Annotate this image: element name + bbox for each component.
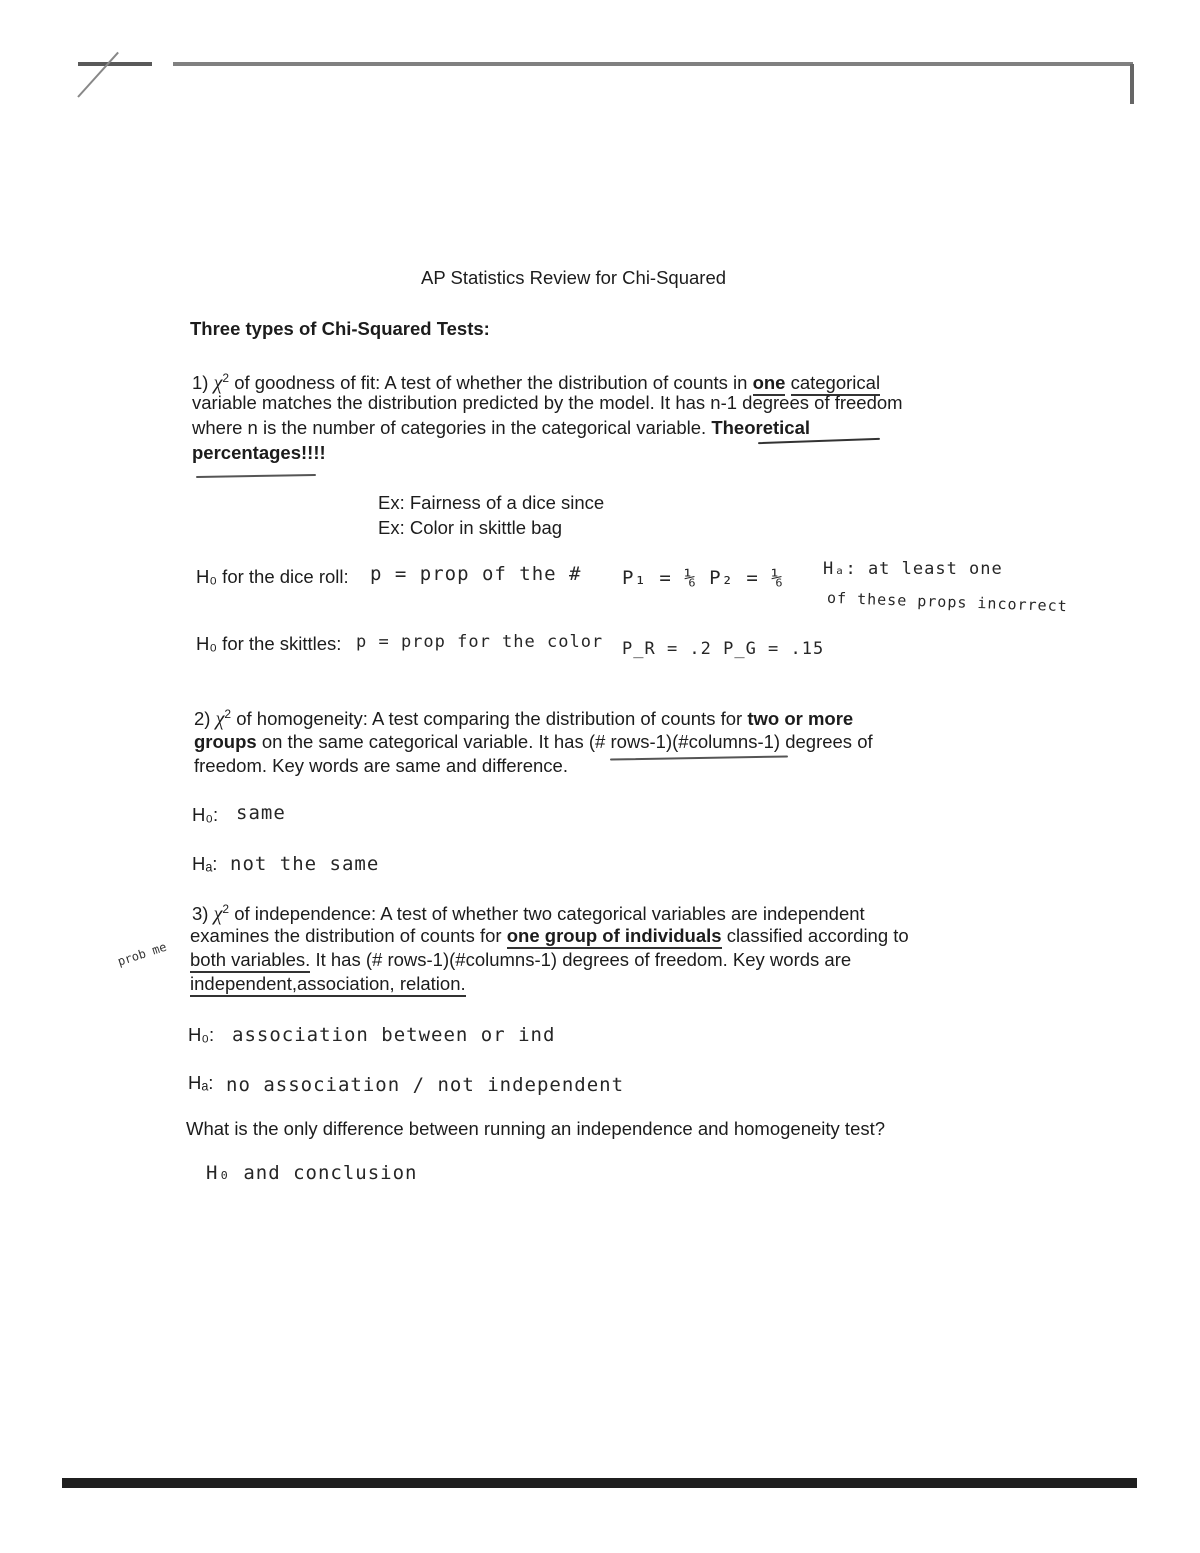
h0-independence-handwriting: association between or ind [232, 1024, 556, 1046]
section1-line3-text: where n is the number of categories in the categorical variable. [192, 417, 707, 438]
chi-exponent: 2 [224, 707, 232, 721]
ha-dice-handwriting-1: Hₐ: at least one [823, 559, 1003, 579]
section-heading: Three types of Chi-Squared Tests: [190, 318, 490, 339]
section3-bold-one-group: one group of individuals [507, 925, 722, 949]
example-dice: Ex: Fairness of a dice since [378, 492, 605, 513]
h0-homogeneity-handwriting: same [236, 802, 286, 824]
p-dice-handwriting: P₁ = ⅙ P₂ = ⅙ [622, 567, 784, 589]
scan-edge-top [78, 62, 1133, 66]
chi-exponent: 2 [222, 902, 230, 916]
chi-symbol: χ [213, 372, 223, 395]
section3-line4 [190, 972, 466, 996]
section2-line3: freedom. Key words are same and difference. [194, 755, 568, 776]
section3-number: 3) [192, 903, 209, 925]
example-skittles: Ex: Color in skittle bag [378, 517, 563, 538]
section1-theoretical: Theoretical [711, 417, 811, 438]
chi-symbol: χ [213, 903, 223, 926]
chi-exponent: 2 [222, 371, 230, 385]
ha-homogeneity-handwriting: not the same [230, 853, 380, 875]
section2-line2 [194, 730, 873, 754]
section3-line2 [190, 924, 909, 948]
ha-independence-label: Hₐ: [188, 1072, 214, 1093]
section3-line3-text: It has (# rows-1)(#columns-1) degrees of freedom. Key words are [315, 949, 852, 970]
section3-lead: of independence: A test of whether two categorical variables are independent [234, 903, 865, 925]
section3-line1 [192, 897, 865, 926]
section3-line2-post: classified according to [726, 925, 909, 946]
ha-independence-handwriting: no association / not independent [226, 1074, 625, 1096]
section1-lead: of goodness of fit: A test of whether the distribution of counts in [234, 372, 748, 394]
section1-categorical: categorical [791, 372, 880, 396]
p-skittles-handwriting: P_R = .2 P_G = .15 [622, 639, 825, 659]
h0-dice-handwriting: p = prop of the # [370, 563, 582, 585]
section2-bold-two-or-more: two or more [747, 708, 854, 730]
section3-keywords: independent,association, relation. [190, 973, 466, 997]
section3-both-variables: both variables. [190, 949, 310, 973]
pencil-mark [77, 52, 119, 98]
page-title: AP Statistics Review for Chi-Squared [421, 267, 727, 288]
question: What is the only difference between running an independence and homogeneity test? [186, 1118, 886, 1139]
section2-line2-text: on the same categorical variable. It has (# rows-1)(#columns-1) degrees of [261, 731, 873, 752]
scan-edge-right [1130, 64, 1134, 104]
chi-symbol: χ [215, 708, 225, 731]
section1-percentages: percentages!!!! [192, 442, 326, 463]
underline-percentages [196, 474, 316, 478]
h0-independence-label: H₀: [188, 1024, 215, 1045]
section1-line2: variable matches the distribution predicted by the model. It has n-1 degrees of freedom [192, 392, 903, 413]
underline-degrees [610, 755, 788, 760]
h0-skittles-handwriting: p = prop for the color [356, 632, 604, 652]
section3-line2-text: examines the distribution of counts for [190, 925, 502, 946]
section2-bold-groups: groups [194, 731, 257, 752]
ha-homogeneity-label: Hₐ: [192, 853, 218, 874]
scan-edge-bottom [62, 1478, 1137, 1488]
ha-dice-handwriting-2: of these props incorrect [826, 588, 1068, 616]
h0-dice-label: H₀ for the dice roll: [196, 566, 349, 587]
h0-skittles-label: H₀ for the skittles: [196, 633, 342, 654]
section3-line3 [190, 948, 851, 972]
margin-note: prob me [115, 939, 169, 969]
h0-homogeneity-label: H₀: [192, 804, 219, 825]
section2-line1 [194, 702, 853, 731]
section1-line3 [192, 416, 810, 440]
section2-lead: of homogeneity: A test comparing the distribution of counts for [236, 708, 743, 730]
section1-number: 1) [192, 372, 209, 394]
section2-number: 2) [194, 708, 211, 730]
section1-one: one [753, 372, 786, 396]
answer-handwriting: H₀ and conclusion [206, 1162, 418, 1184]
